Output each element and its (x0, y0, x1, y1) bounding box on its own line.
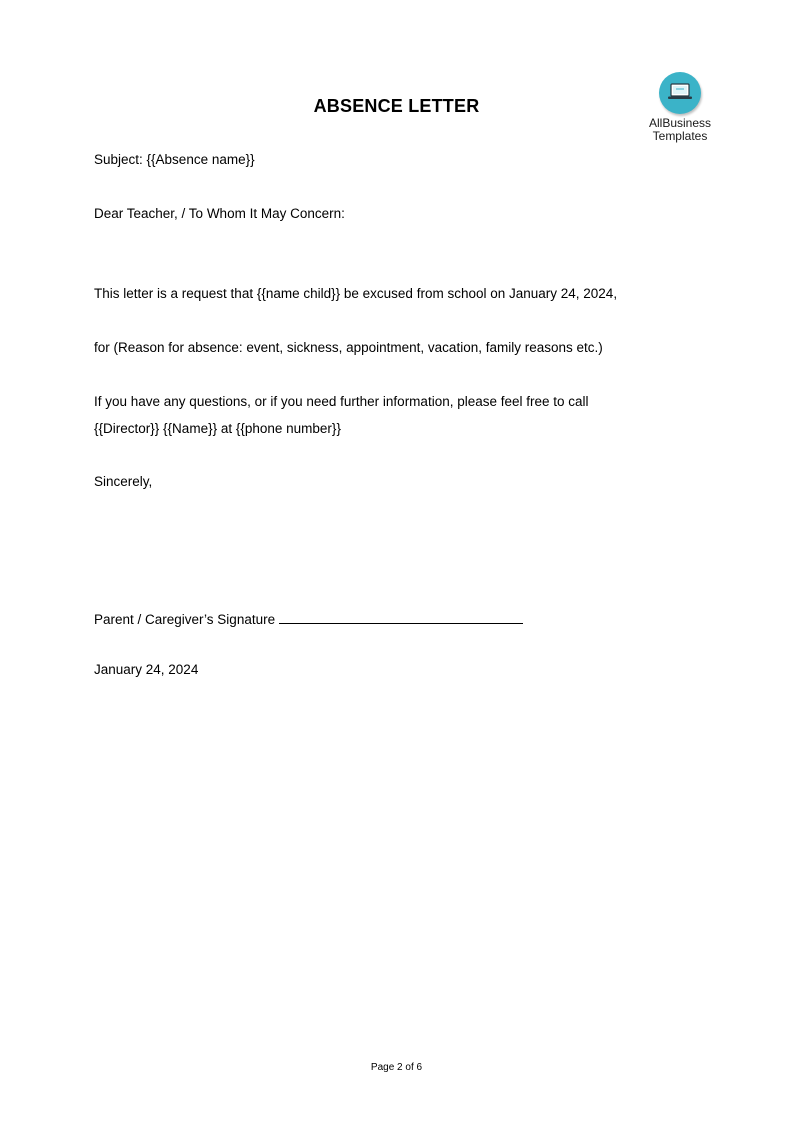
page-number: Page 2 of 6 (370, 1062, 423, 1073)
salutation: Dear Teacher, / To Whom It May Concern: (94, 206, 345, 221)
contact-paragraph-line1: If you have any questions, or if you need further information, please feel free to call (94, 394, 589, 409)
request-paragraph: This letter is a request that {{name child}} be excused from school on January 24, 2024, (94, 286, 618, 301)
document-title: ABSENCE LETTER (313, 96, 480, 116)
reason-paragraph: for (Reason for absence: event, sickness, appointment, vacation, family reasons etc.) (94, 340, 603, 355)
contact-paragraph-line2: {{Director}} {{Name}} at {{phone number}} (94, 421, 341, 436)
letter-date: January 24, 2024 (94, 662, 199, 677)
logo-text-line2: Templates (652, 129, 708, 143)
closing: Sincerely, (94, 474, 153, 489)
subject-line: Subject: {{Absence name}} (94, 152, 255, 167)
signature-row (94, 609, 523, 627)
logo-text-line1: AllBusiness (648, 116, 712, 130)
signature-label: Parent / Caregiver’s Signature (94, 612, 276, 627)
signature-field[interactable] (279, 609, 523, 624)
